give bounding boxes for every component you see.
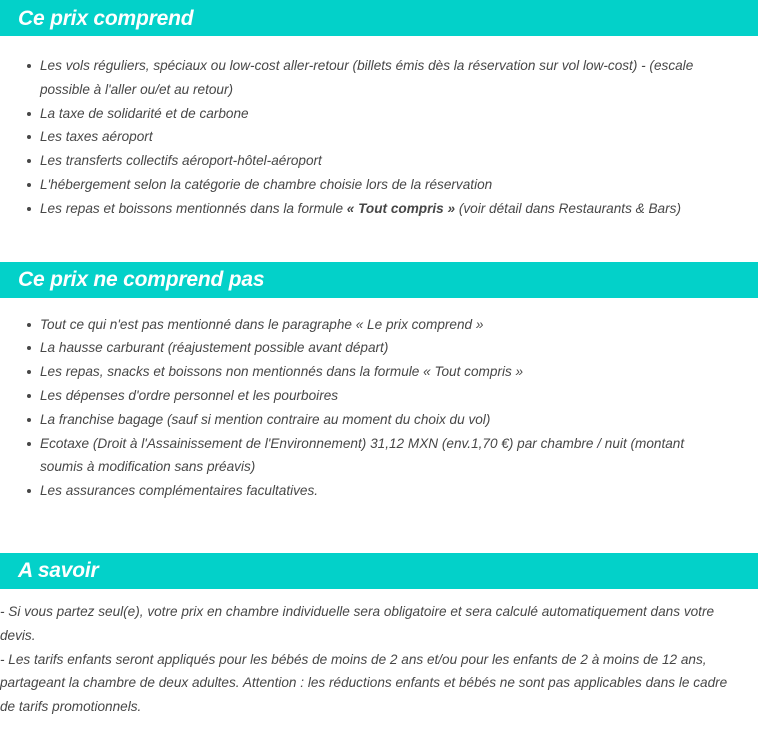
section-header-a-savoir	[0, 553, 758, 589]
section-title: Ce prix ne comprend pas	[18, 268, 265, 292]
list-item-text: Tout ce qui n'est pas mentionné dans le paragraphe « Le prix comprend »	[40, 316, 484, 332]
section-body-ce-prix-comprend	[0, 54, 758, 221]
list-item-text-emphasis: « Tout compris »	[346, 200, 456, 216]
section-title: Ce prix comprend	[18, 6, 194, 30]
section-header-ce-prix-comprend	[0, 0, 758, 36]
spacer	[0, 589, 758, 600]
list-item	[0, 479, 758, 503]
spacer	[0, 503, 758, 553]
list-item-text: Les dépenses d'ordre personnel et les pourboires	[40, 387, 339, 403]
list-item-text: Les repas, snacks et boissons non mentionnés dans la formule « Tout compris »	[40, 364, 524, 380]
list-item-text: La hausse carburant (réajustement possible avant départ)	[40, 340, 389, 356]
section-body-a-savoir	[0, 600, 758, 719]
list-item	[0, 197, 758, 221]
list-item	[0, 173, 758, 197]
note-paragraph: - Si vous partez seul(e), votre prix en chambre individuelle sera obligatoire et sera calculé automatiquement dans votre devis.	[0, 603, 715, 643]
list-item-text: La taxe de solidarité et de carbone	[40, 105, 249, 121]
section-body-ce-prix-ne-comprend-pas	[0, 313, 758, 503]
list-item	[0, 384, 758, 408]
list-item-text: Les transferts collectifs aéroport-hôtel-aéroport	[40, 153, 322, 169]
note-paragraph: - Les tarifs enfants seront appliqués pour les bébés de moins de 2 ans et/ou pour les enfants de 2 à moins de 12 ans, partageant la chambre de deux adultes. Attention : les réductions enfants et bébés ne sont pas applicables dans le cadre de tarifs promotionnels.	[0, 651, 728, 715]
list-item	[0, 102, 758, 126]
list-item-text-pre: Les repas et boissons mentionnés dans la formule	[40, 200, 347, 216]
spacer	[0, 221, 758, 262]
spacer	[0, 36, 758, 54]
list-item	[0, 54, 758, 102]
list-item	[0, 408, 758, 432]
section-header-ce-prix-ne-comprend-pas	[0, 262, 758, 298]
list-item	[0, 336, 758, 360]
list-item-text: L'hébergement selon la catégorie de chambre choisie lors de la réservation	[40, 176, 493, 192]
list-item-text-post: (voir détail dans Restaurants & Bars)	[455, 200, 681, 216]
list-item	[0, 313, 758, 337]
list-item-text: Les assurances complémentaires facultatives.	[40, 483, 319, 499]
list-item-text: La franchise bagage (sauf si mention contraire au moment du choix du vol)	[40, 411, 491, 427]
excluded-list	[0, 313, 758, 503]
list-item	[0, 125, 758, 149]
list-item-text: Les taxes aéroport	[40, 129, 153, 145]
list-item-text: Ecotaxe (Droit à l'Assainissement de l'Environnement) 31,12 MXN (env.1,70 €) par chambre / nuit (montant soumis à modification sans préavis)	[40, 435, 685, 475]
list-item	[0, 432, 758, 480]
list-item-text: Les vols réguliers, spéciaux ou low-cost aller-retour (billets émis dès la réservation sur vol low-cost) - (escale possible à l'aller ou/et au retour)	[40, 58, 694, 97]
included-list	[0, 54, 758, 221]
section-title: A savoir	[18, 559, 99, 583]
list-item	[0, 360, 758, 384]
list-item	[0, 149, 758, 173]
spacer	[0, 298, 758, 313]
